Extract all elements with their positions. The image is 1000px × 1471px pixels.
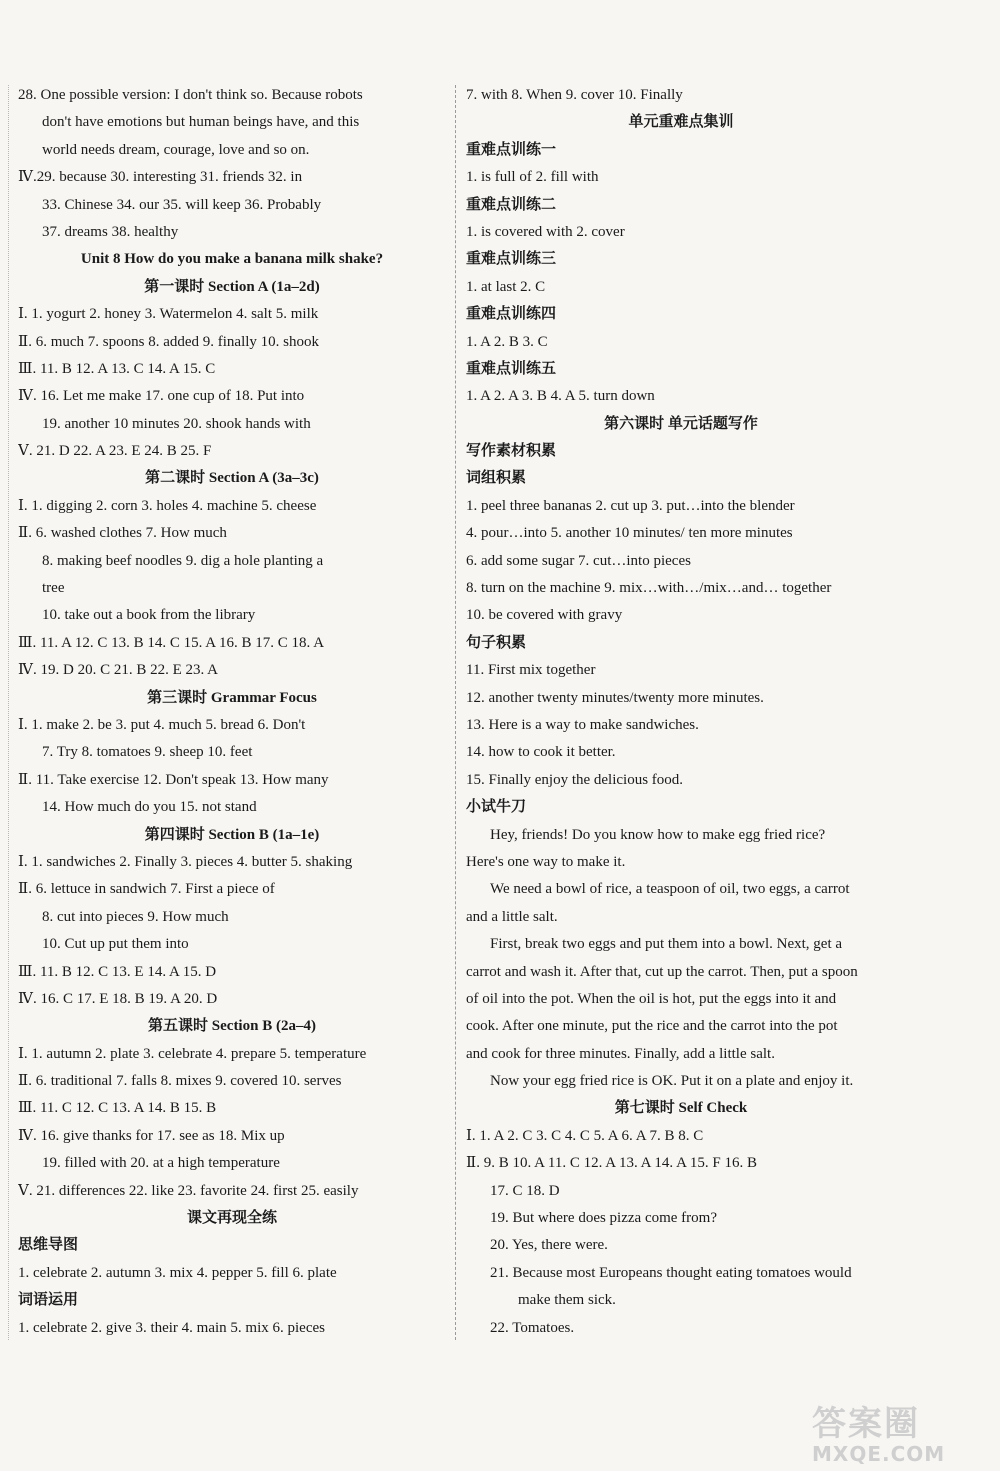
right-line-30: and a little salt. xyxy=(466,908,558,925)
left-line-31: 10. Cut up put them into xyxy=(42,936,189,953)
right-line-26: 小试牛刀 xyxy=(466,799,527,816)
right-line-43: 21. Because most Europeans thought eating tomatoes would xyxy=(490,1264,852,1281)
left-line-20: Ⅲ. 11. A 12. C 13. B 14. C 15. A 16. B 17. C 18. A xyxy=(18,634,325,651)
right-line-45: 22. Tomatoes. xyxy=(490,1319,575,1336)
left-line-0: 28. One possible version: I don't think so. Because robots xyxy=(18,87,363,103)
left-line-44: 词语运用 xyxy=(18,1292,79,1309)
right-line-10: 重难点训练五 xyxy=(466,360,557,377)
left-line-2: world needs dream, courage, love and so on. xyxy=(42,141,310,158)
right-line-33: of oil into the pot. When the oil is hot, put the eggs into it and xyxy=(466,990,837,1007)
right-line-32: carrot and wash it. After that, cut up the carrot. Then, put a spoon xyxy=(466,963,858,980)
right-line-34: cook. After one minute, put the rice and the carrot into the pot xyxy=(466,1018,838,1035)
left-line-22: 第三课时 Grammar Focus xyxy=(147,689,317,706)
right-line-5: 1. is covered with 2. cover xyxy=(466,223,625,240)
right-line-7: 1. at last 2. C xyxy=(466,278,546,295)
right-line-19: 10. be covered with gravy xyxy=(466,607,623,624)
right-line-16: 4. pour…into 5. another 10 minutes/ ten more minutes xyxy=(466,525,793,542)
right-line-22: 12. another twenty minutes/twenty more minutes. xyxy=(466,689,764,706)
right-line-8: 重难点训练四 xyxy=(466,306,557,323)
right-line-3: 1. is full of 2. fill with xyxy=(466,169,599,186)
left-line-30: 8. cut into pieces 9. How much xyxy=(42,908,229,925)
right-line-14: 词组积累 xyxy=(466,470,527,487)
left-line-4: 33. Chinese 34. our 35. will keep 36. Probably xyxy=(42,196,322,213)
left-line-37: Ⅲ. 11. C 12. C 13. A 14. B 15. B xyxy=(18,1100,217,1117)
right-column xyxy=(466,82,896,1342)
right-line-1: 单元重难点集训 xyxy=(628,114,734,131)
right-line-29: We need a bowl of rice, a teaspoon of oil, two eggs, a carrot xyxy=(490,881,850,898)
left-line-19: 10. take out a book from the library xyxy=(42,607,256,624)
left-line-11: Ⅳ. 16. Let me make 17. one cup of 18. Put into xyxy=(18,388,305,405)
column-divider xyxy=(455,85,456,1340)
watermark-logo xyxy=(812,1405,992,1465)
right-line-17: 6. add some sugar 7. cut…into pieces xyxy=(466,552,691,569)
right-line-41: 19. But where does pizza come from? xyxy=(490,1210,717,1227)
left-line-15: Ⅰ. 1. digging 2. corn 3. holes 4. machine 5. cheese xyxy=(18,497,317,514)
left-line-28: Ⅰ. 1. sandwiches 2. Finally 3. pieces 4. butter 5. shaking xyxy=(18,853,353,870)
right-line-39: Ⅱ. 9. B 10. A 11. C 12. A 13. A 14. A 15. F 16. B xyxy=(466,1155,757,1172)
right-line-25: 15. Finally enjoy the delicious food. xyxy=(466,771,684,788)
left-line-10: Ⅲ. 11. B 12. A 13. C 14. A 15. C xyxy=(18,360,216,377)
left-line-42: 思维导图 xyxy=(18,1237,79,1254)
left-line-17: 8. making beef noodles 9. dig a hole planting a xyxy=(42,552,324,569)
left-line-33: Ⅳ. 16. C 17. E 18. B 19. A 20. D xyxy=(18,990,218,1007)
left-line-16: Ⅱ. 6. washed clothes 7. How much xyxy=(18,525,227,542)
right-line-28: Here's one way to make it. xyxy=(466,853,626,870)
left-line-43: 1. celebrate 2. autumn 3. mix 4. pepper 5. fill 6. plate xyxy=(18,1264,337,1281)
left-line-41: 课文再现全练 xyxy=(186,1210,277,1227)
left-line-40: Ⅴ. 21. differences 22. like 23. favorite 24. first 25. easily xyxy=(18,1182,359,1199)
left-line-38: Ⅳ. 16. give thanks for 17. see as 18. Mix up xyxy=(18,1127,285,1144)
right-line-12: 第六课时 单元话题写作 xyxy=(604,415,758,432)
right-line-4: 重难点训练二 xyxy=(466,196,557,213)
left-line-18: tree xyxy=(42,580,65,597)
left-line-26: 14. How much do you 15. not stand xyxy=(42,799,257,816)
right-line-36: Now your egg fried rice is OK. Put it on a plate and enjoy it. xyxy=(490,1073,854,1090)
right-line-15: 1. peel three bananas 2. cut up 3. put…into the blender xyxy=(466,497,795,514)
left-line-5: 37. dreams 38. healthy xyxy=(42,223,179,240)
left-line-32: Ⅲ. 11. B 12. C 13. E 14. A 15. D xyxy=(18,963,217,980)
left-line-12: 19. another 10 minutes 20. shook hands with xyxy=(42,415,311,432)
watermark-top: 答案圈 xyxy=(812,1404,920,1444)
right-line-0: 7. with 8. When 9. cover 10. Finally xyxy=(466,87,683,103)
right-line-42: 20. Yes, there were. xyxy=(490,1237,608,1254)
left-line-8: Ⅰ. 1. yogurt 2. honey 3. Watermelon 4. salt 5. milk xyxy=(18,306,319,323)
right-line-44: make them sick. xyxy=(518,1292,616,1309)
left-line-25: Ⅱ. 11. Take exercise 12. Don't speak 13. How many xyxy=(18,771,329,788)
right-line-11: 1. A 2. A 3. B 4. A 5. turn down xyxy=(466,388,655,405)
left-line-13: Ⅴ. 21. D 22. A 23. E 24. B 25. F xyxy=(18,443,212,460)
right-line-27: Hey, friends! Do you know how to make egg fried rice? xyxy=(490,826,826,843)
left-column xyxy=(18,82,446,1342)
left-line-36: Ⅱ. 6. traditional 7. falls 8. mixes 9. covered 10. serves xyxy=(18,1073,342,1090)
right-line-35: and cook for three minutes. Finally, add a little salt. xyxy=(466,1045,775,1062)
left-line-29: Ⅱ. 6. lettuce in sandwich 7. First a piece of xyxy=(18,881,275,898)
watermark-bottom: MXQE.COM xyxy=(812,1442,946,1466)
right-line-38: Ⅰ. 1. A 2. C 3. C 4. C 5. A 6. A 7. B 8. C xyxy=(466,1127,704,1144)
right-line-13: 写作素材积累 xyxy=(466,443,557,460)
left-line-35: Ⅰ. 1. autumn 2. plate 3. celebrate 4. prepare 5. temperature xyxy=(18,1045,367,1062)
left-line-7: 第一课时 Section A (1a–2d) xyxy=(144,278,320,295)
left-line-21: Ⅳ. 19. D 20. C 21. B 22. E 23. A xyxy=(18,662,218,679)
right-line-9: 1. A 2. B 3. C xyxy=(466,333,548,350)
left-line-39: 19. filled with 20. at a high temperature xyxy=(42,1155,280,1172)
right-line-24: 14. how to cook it better. xyxy=(466,744,616,761)
right-line-18: 8. turn on the machine 9. mix…with…/mix…and… together xyxy=(466,580,832,597)
right-line-23: 13. Here is a way to make sandwiches. xyxy=(466,716,699,733)
left-line-3: Ⅳ.29. because 30. interesting 31. friends 32. in xyxy=(18,169,303,186)
left-line-14: 第二课时 Section A (3a–3c) xyxy=(145,470,319,487)
right-line-2: 重难点训练一 xyxy=(466,141,557,158)
left-line-34: 第五课时 Section B (2a–4) xyxy=(148,1018,316,1035)
left-edge-rule xyxy=(8,85,9,1340)
right-line-6: 重难点训练三 xyxy=(466,251,557,268)
right-line-20: 句子积累 xyxy=(466,634,527,651)
right-line-31: First, break two eggs and put them into a bowl. Next, get a xyxy=(490,936,843,953)
left-line-9: Ⅱ. 6. much 7. spoons 8. added 9. finally 10. shook xyxy=(18,333,320,350)
left-line-24: 7. Try 8. tomatoes 9. sheep 10. feet xyxy=(42,744,253,761)
right-line-37: 第七课时 Self Check xyxy=(614,1100,748,1117)
left-line-45: 1. celebrate 2. give 3. their 4. main 5. mix 6. pieces xyxy=(18,1319,325,1336)
left-line-27: 第四课时 Section B (1a–1e) xyxy=(144,826,320,843)
left-line-23: Ⅰ. 1. make 2. be 3. put 4. much 5. bread 6. Don't xyxy=(18,716,306,733)
left-line-1: don't have emotions but human beings have, and this xyxy=(42,114,360,131)
right-line-21: 11. First mix together xyxy=(466,662,596,679)
right-line-40: 17. C 18. D xyxy=(490,1182,560,1199)
left-line-6: Unit 8 How do you make a banana milk shake? xyxy=(80,251,384,268)
